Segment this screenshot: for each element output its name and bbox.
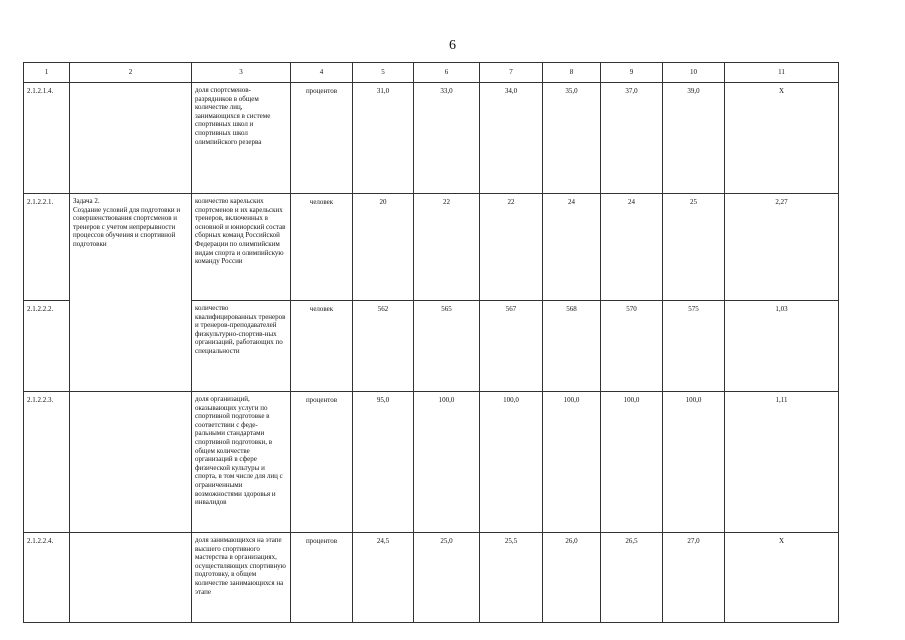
indicator-cell: доля организаций, оказывающих услуги по спортивной подготовке в соответствии с феде-ральными стандартами спортивной подготовки, в общем количестве организаций в сфере физической культуры и спорта, в том числе для лиц с ограниченными возможностями здоровья и инвалидов — [192, 392, 291, 533]
value-cell: 570 — [601, 301, 663, 392]
value-cell: 575 — [663, 301, 725, 392]
column-header: 11 — [725, 63, 839, 83]
value-cell: 25 — [663, 194, 725, 301]
column-header: 7 — [480, 63, 543, 83]
task-cell: Задача 2. Создание условий для подготовки и совершенствования спортсменов и тренеров с учетом непрерывности процессов обучения и спортивной подготовки — [70, 194, 192, 301]
value-cell: 100,0 — [663, 392, 725, 533]
value-cell: 100,0 — [601, 392, 663, 533]
task-cell — [70, 533, 192, 623]
unit-cell: процентов — [291, 83, 353, 194]
unit-cell: процентов — [291, 392, 353, 533]
value-cell: 24 — [601, 194, 663, 301]
value-cell: 27,0 — [663, 533, 725, 623]
task-cell — [70, 392, 192, 533]
final-value-cell: X — [725, 83, 839, 194]
value-cell: 95,0 — [353, 392, 414, 533]
final-value-cell: 1,03 — [725, 301, 839, 392]
value-cell: 22 — [414, 194, 480, 301]
value-cell: 100,0 — [414, 392, 480, 533]
table-row — [24, 533, 839, 623]
value-cell: 568 — [543, 301, 601, 392]
value-cell: 25,0 — [414, 533, 480, 623]
value-cell: 24 — [543, 194, 601, 301]
value-cell: 33,0 — [414, 83, 480, 194]
final-value-cell: X — [725, 533, 839, 623]
table-row — [24, 392, 839, 533]
value-cell: 24,5 — [353, 533, 414, 623]
row-code: 2.1.2.2.2. — [24, 301, 70, 392]
column-header: 2 — [70, 63, 192, 83]
row-code: 2.1.2.2.4. — [24, 533, 70, 623]
value-cell: 565 — [414, 301, 480, 392]
row-code: 2.1.2.1.4. — [24, 83, 70, 194]
value-cell: 20 — [353, 194, 414, 301]
value-cell: 26,0 — [543, 533, 601, 623]
column-header: 6 — [414, 63, 480, 83]
value-cell: 562 — [353, 301, 414, 392]
unit-cell: человек — [291, 301, 353, 392]
column-header: 5 — [353, 63, 414, 83]
table-row — [24, 194, 839, 301]
task-cell — [70, 83, 192, 194]
value-cell: 22 — [480, 194, 543, 301]
row-code: 2.1.2.2.1. — [24, 194, 70, 301]
row-code: 2.1.2.2.3. — [24, 392, 70, 533]
column-header: 3 — [192, 63, 291, 83]
column-header: 8 — [543, 63, 601, 83]
final-value-cell: 2,27 — [725, 194, 839, 301]
indicator-cell: доля занимающихся на этапе высшего спортивного мастерства в организациях, осуществляющих спортивную подготовку, в общем количестве занимающихся на этапе — [192, 533, 291, 623]
page-number: 6 — [449, 38, 456, 53]
value-cell: 26,5 — [601, 533, 663, 623]
indicators-table — [23, 62, 839, 623]
column-header: 1 — [24, 63, 70, 83]
task-cell — [70, 301, 192, 392]
column-header: 4 — [291, 63, 353, 83]
indicator-cell: количество карельских спортсменов и их карельских тренеров, включенных в основной и юниорский состав сборных команд Российской Федерации по олимпийским видам спорта и олимпийскую команду России — [192, 194, 291, 301]
value-cell: 567 — [480, 301, 543, 392]
value-cell: 25,5 — [480, 533, 543, 623]
header-row — [24, 63, 839, 83]
value-cell: 34,0 — [480, 83, 543, 194]
unit-cell: процентов — [291, 533, 353, 623]
value-cell: 31,0 — [353, 83, 414, 194]
indicator-cell: количество квалифицированных тренеров и тренеров-преподавателей физкультурно-спортив-ных организаций, работающих по специальности — [192, 301, 291, 392]
final-value-cell: 1,11 — [725, 392, 839, 533]
value-cell: 100,0 — [543, 392, 601, 533]
value-cell: 37,0 — [601, 83, 663, 194]
value-cell: 35,0 — [543, 83, 601, 194]
indicator-cell: доля спортсменов-разрядников в общем количестве лиц, занимающихся в системе спортивных школ и спортивных школ олимпийского резерва — [192, 83, 291, 194]
table-row — [24, 301, 839, 392]
unit-cell: человек — [291, 194, 353, 301]
value-cell: 100,0 — [480, 392, 543, 533]
value-cell: 39,0 — [663, 83, 725, 194]
column-header: 10 — [663, 63, 725, 83]
column-header: 9 — [601, 63, 663, 83]
table-row — [24, 83, 839, 194]
